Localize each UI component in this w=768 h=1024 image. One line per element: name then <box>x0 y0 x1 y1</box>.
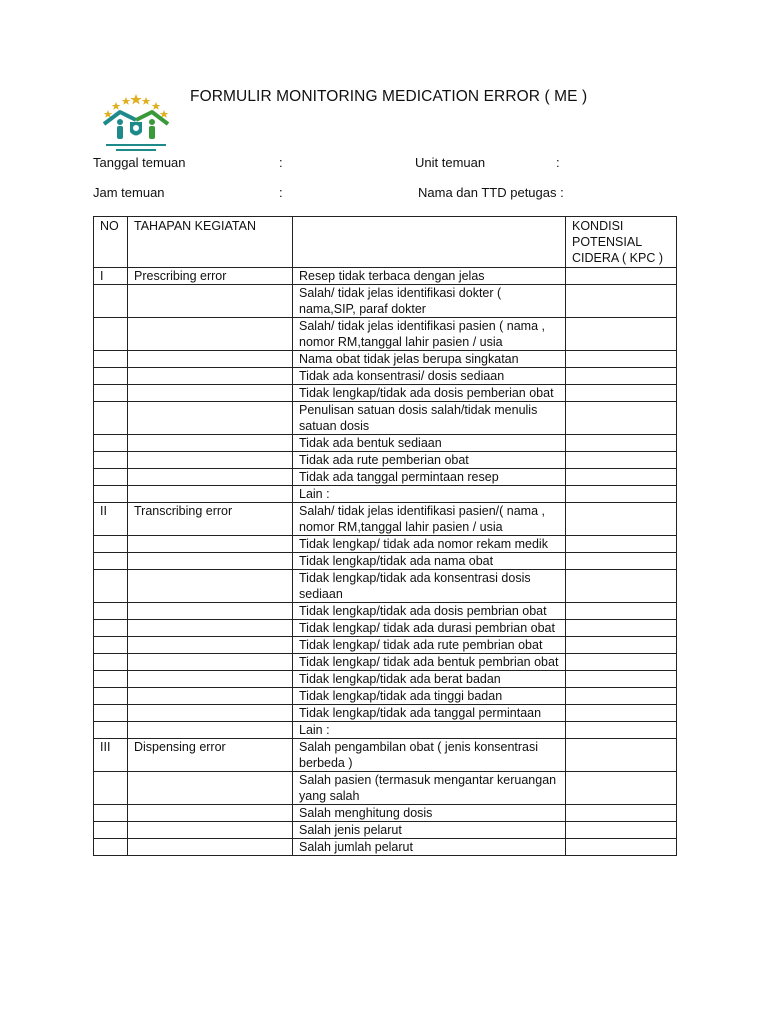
row-no: III <box>94 739 128 772</box>
row-stage <box>128 671 293 688</box>
row-no <box>94 536 128 553</box>
row-stage <box>128 722 293 739</box>
row-kpc <box>566 469 677 486</box>
row-stage <box>128 620 293 637</box>
table-row <box>94 805 677 822</box>
row-description: Lain : <box>293 722 566 739</box>
row-kpc <box>566 739 677 772</box>
row-stage <box>128 368 293 385</box>
table-row <box>94 637 677 654</box>
table-row <box>94 705 677 722</box>
row-description: Salah pengambilan obat ( jenis konsentrasi berbeda ) <box>293 739 566 772</box>
table-row <box>94 570 677 603</box>
row-no <box>94 620 128 637</box>
table-row <box>94 603 677 620</box>
row-no <box>94 722 128 739</box>
row-no <box>94 368 128 385</box>
row-no <box>94 435 128 452</box>
row-kpc <box>566 351 677 368</box>
row-stage <box>128 772 293 805</box>
row-kpc <box>566 603 677 620</box>
header-description <box>293 217 566 268</box>
row-description: Tidak lengkap/tidak ada dosis pemberian obat <box>293 385 566 402</box>
row-stage <box>128 805 293 822</box>
table-row <box>94 772 677 805</box>
table-row <box>94 722 677 739</box>
row-description: Salah pasien (termasuk mengantar keruangan yang salah <box>293 772 566 805</box>
row-no: II <box>94 503 128 536</box>
row-no <box>94 839 128 856</box>
row-kpc <box>566 688 677 705</box>
table-row <box>94 503 677 536</box>
row-no <box>94 553 128 570</box>
row-description: Tidak lengkap/tidak ada tanggal permintaan <box>293 705 566 722</box>
row-stage <box>128 654 293 671</box>
row-description: Tidak lengkap/tidak ada konsentrasi dosis sediaan <box>293 570 566 603</box>
jam-temuan-label: Jam temuan <box>93 185 165 200</box>
row-kpc <box>566 268 677 285</box>
row-no: I <box>94 268 128 285</box>
row-kpc <box>566 486 677 503</box>
row-no <box>94 671 128 688</box>
row-kpc <box>566 805 677 822</box>
table-row <box>94 654 677 671</box>
row-description: Salah jumlah pelarut <box>293 839 566 856</box>
row-kpc <box>566 722 677 739</box>
row-kpc <box>566 705 677 722</box>
row-stage <box>128 705 293 722</box>
row-description: Salah/ tidak jelas identifikasi dokter ( nama,SIP, paraf dokter <box>293 285 566 318</box>
row-kpc <box>566 536 677 553</box>
row-stage: Prescribing error <box>128 268 293 285</box>
table-row <box>94 452 677 469</box>
unit-temuan-label: Unit temuan <box>415 155 486 170</box>
row-kpc <box>566 385 677 402</box>
row-stage <box>128 822 293 839</box>
unit-temuan-colon: : <box>556 155 560 170</box>
jam-temuan-colon: : <box>279 185 283 200</box>
row-kpc <box>566 570 677 603</box>
table-row <box>94 268 677 285</box>
row-description: Salah/ tidak jelas identifikasi pasien/( nama , nomor RM,tanggal lahir pasien / usia <box>293 503 566 536</box>
row-description: Salah/ tidak jelas identifikasi pasien ( nama , nomor RM,tanggal lahir pasien / usia <box>293 318 566 351</box>
row-no <box>94 570 128 603</box>
row-no <box>94 637 128 654</box>
clinic-logo <box>100 92 172 154</box>
header-no: NO <box>94 217 128 268</box>
row-stage <box>128 486 293 503</box>
nama-ttd-petugas-label: Nama dan TTD petugas : <box>418 185 564 200</box>
table-row <box>94 469 677 486</box>
row-no <box>94 318 128 351</box>
row-description: Tidak lengkap/ tidak ada bentuk pembrian obat <box>293 654 566 671</box>
row-no <box>94 486 128 503</box>
form-title: FORMULIR MONITORING MEDICATION ERROR ( ME ) <box>190 88 588 105</box>
row-stage <box>128 385 293 402</box>
row-stage <box>128 469 293 486</box>
table-row <box>94 739 677 772</box>
row-stage <box>128 351 293 368</box>
row-kpc <box>566 671 677 688</box>
row-kpc <box>566 839 677 856</box>
table-row <box>94 486 677 503</box>
row-description: Tidak ada rute pemberian obat <box>293 452 566 469</box>
row-no <box>94 805 128 822</box>
row-no <box>94 822 128 839</box>
row-description: Salah menghitung dosis <box>293 805 566 822</box>
header-kpc: KONDISI POTENSIAL CIDERA ( KPC ) <box>566 217 677 268</box>
row-kpc <box>566 772 677 805</box>
row-no <box>94 654 128 671</box>
table-row <box>94 318 677 351</box>
row-no <box>94 452 128 469</box>
row-stage <box>128 318 293 351</box>
row-description: Tidak ada tanggal permintaan resep <box>293 469 566 486</box>
row-description: Lain : <box>293 486 566 503</box>
table-row <box>94 368 677 385</box>
row-stage: Transcribing error <box>128 503 293 536</box>
row-description: Resep tidak terbaca dengan jelas <box>293 268 566 285</box>
row-description: Tidak lengkap/tidak ada tinggi badan <box>293 688 566 705</box>
row-stage <box>128 637 293 654</box>
tanggal-temuan-colon: : <box>279 155 283 170</box>
row-kpc <box>566 553 677 570</box>
table-row <box>94 402 677 435</box>
row-kpc <box>566 654 677 671</box>
table-row <box>94 536 677 553</box>
row-no <box>94 469 128 486</box>
row-stage <box>128 402 293 435</box>
row-stage <box>128 285 293 318</box>
row-description: Tidak lengkap/ tidak ada rute pembrian obat <box>293 637 566 654</box>
row-stage <box>128 452 293 469</box>
header-tahapan-kegiatan: TAHAPAN KEGIATAN <box>128 217 293 268</box>
row-kpc <box>566 368 677 385</box>
row-kpc <box>566 452 677 469</box>
table-row <box>94 385 677 402</box>
row-no <box>94 402 128 435</box>
table-row <box>94 688 677 705</box>
row-no <box>94 688 128 705</box>
row-stage <box>128 603 293 620</box>
row-description: Tidak ada bentuk sediaan <box>293 435 566 452</box>
row-description: Tidak lengkap/tidak ada nama obat <box>293 553 566 570</box>
monitoring-table <box>93 216 677 856</box>
row-description: Penulisan satuan dosis salah/tidak menulis satuan dosis <box>293 402 566 435</box>
row-description: Tidak ada konsentrasi/ dosis sediaan <box>293 368 566 385</box>
row-no <box>94 705 128 722</box>
row-description: Nama obat tidak jelas berupa singkatan <box>293 351 566 368</box>
row-description: Tidak lengkap/tidak ada berat badan <box>293 671 566 688</box>
table-row <box>94 620 677 637</box>
row-kpc <box>566 435 677 452</box>
table-row <box>94 553 677 570</box>
table-row <box>94 435 677 452</box>
row-stage <box>128 553 293 570</box>
row-stage <box>128 839 293 856</box>
row-stage <box>128 435 293 452</box>
table-row <box>94 822 677 839</box>
row-kpc <box>566 285 677 318</box>
row-kpc <box>566 620 677 637</box>
row-stage: Dispensing error <box>128 739 293 772</box>
table-row <box>94 351 677 368</box>
table-header-row <box>94 217 677 268</box>
row-no <box>94 385 128 402</box>
row-description: Tidak lengkap/ tidak ada nomor rekam medik <box>293 536 566 553</box>
logo-stars <box>104 94 169 118</box>
row-stage <box>128 688 293 705</box>
row-no <box>94 603 128 620</box>
row-stage <box>128 570 293 603</box>
row-kpc <box>566 318 677 351</box>
tanggal-temuan-label: Tanggal temuan <box>93 155 186 170</box>
table-row <box>94 285 677 318</box>
row-stage <box>128 536 293 553</box>
row-description: Tidak lengkap/ tidak ada durasi pembrian obat <box>293 620 566 637</box>
table-row <box>94 671 677 688</box>
row-kpc <box>566 637 677 654</box>
row-kpc <box>566 503 677 536</box>
table-row <box>94 839 677 856</box>
row-no <box>94 772 128 805</box>
row-kpc <box>566 402 677 435</box>
row-description: Tidak lengkap/tidak ada dosis pembrian obat <box>293 603 566 620</box>
row-kpc <box>566 822 677 839</box>
row-description: Salah jenis pelarut <box>293 822 566 839</box>
row-no <box>94 285 128 318</box>
row-no <box>94 351 128 368</box>
